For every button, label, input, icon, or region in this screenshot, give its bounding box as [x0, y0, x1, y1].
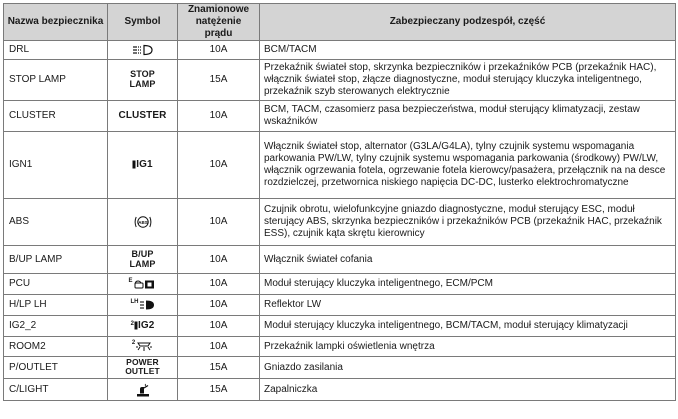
header-symbol: Symbol [108, 4, 178, 41]
fuse-name: H/LP LH [4, 295, 108, 316]
fuse-symbol [108, 132, 178, 199]
fuse-table-container [3, 3, 675, 401]
fuse-description: Czujnik obrotu, wielofunkcyjne gniazdo diagnostyczne, moduł sterujący ESC, moduł sterujący ABS, skrzynka bezpieczników i przekaźników PCB (przekaźnik HAC, przekaźnik ESS), czujnik kąta skrętu kierownicy [260, 199, 676, 246]
fuse-description: Włącznik świateł cofania [260, 246, 676, 274]
header-fuse-name: Nazwa bezpiecznika [4, 4, 108, 41]
fuse-description: BCM, TACM, czasomierz pasa bezpieczeństwa, moduł sterujący klimatyzacji, zestaw wskaźników [260, 101, 676, 132]
fuse-name: IG2_2 [4, 316, 108, 337]
fuse-symbol [108, 101, 178, 132]
fuse-description: Przekaźnik świateł stop, skrzynka bezpieczników i przekaźników PCB (przekaźnik HAC), włącznik świateł stop, złącze diagnostyczne, moduł sterujący kluczyka inteligentnego, przekaźnik szyb sterowanych elektrycznie [260, 60, 676, 101]
drl-icon [132, 44, 154, 56]
fuse-symbol [108, 337, 178, 357]
fuse-rating: 10A [178, 101, 260, 132]
symbol-superscript: E [128, 277, 133, 284]
header-rating: Znamionowe natężenie prądu [178, 4, 260, 41]
fuse-description: Włącznik świateł stop, alternator (G3LA/G4LA), tylny czujnik systemu wspomagania parkowania PW/LW, tylny czujnik systemu wspomagania parkowania (środkowy) PW/LW, włącznik ogrzewania fotela, ogrzewanie fotela kierowcy/pasażera, przełącznik na na desce rozdzielczej, przetwornica niskiego napięcia DC-DC, lusterko elektrochromatyczne [260, 132, 676, 199]
fuse-symbol [108, 379, 178, 401]
table-row [4, 316, 676, 337]
fuse-name: ABS [4, 199, 108, 246]
fuse-rating: 15A [178, 379, 260, 401]
fuse-name: C/LIGHT [4, 379, 108, 401]
fuse-name: IGN1 [4, 132, 108, 199]
abs-icon [132, 214, 154, 230]
fuse-rating: 10A [178, 295, 260, 316]
fuse-rating: 15A [178, 357, 260, 379]
pcu-icon [133, 278, 157, 290]
fuse-symbol [108, 357, 178, 379]
headlamp-icon [139, 299, 155, 311]
header-description: Zabezpieczany podzespół, część [260, 4, 676, 41]
cigar-lighter-icon [135, 383, 151, 397]
symbol-text: CLUSTER [118, 110, 167, 121]
fuse-rating: 10A [178, 274, 260, 295]
fuse-rating: 15A [178, 60, 260, 101]
symbol-text: B/UP LAMP [129, 248, 156, 269]
table-row [4, 274, 676, 295]
table-row [4, 41, 676, 60]
fuse-description: Reflektor LW [260, 295, 676, 316]
fuse-name: ROOM2 [4, 337, 108, 357]
table-row [4, 246, 676, 274]
fuse-description: BCM/TACM [260, 41, 676, 60]
symbol-text: STOP LAMP [129, 69, 156, 89]
fuse-name: B/UP LAMP [4, 246, 108, 274]
fuse-rating: 10A [178, 246, 260, 274]
fuse-rating: 10A [178, 41, 260, 60]
symbol-text: IG2 [138, 320, 155, 331]
room-lamp-icon [135, 340, 153, 352]
table-row [4, 379, 676, 401]
fuse-rating: 10A [178, 337, 260, 357]
table-row [4, 132, 676, 199]
table-row [4, 337, 676, 357]
fuse-name: P/OUTLET [4, 357, 108, 379]
symbol-superscript: 2 [131, 340, 136, 347]
symbol-text: POWER OUTLET [125, 356, 160, 376]
fuse-table [3, 3, 676, 401]
table-row [4, 199, 676, 246]
symbol-superscript: 2 [130, 320, 134, 327]
fuse-symbol [108, 60, 178, 101]
fuse-rating: 10A [178, 316, 260, 337]
fuse-name: PCU [4, 274, 108, 295]
fuse-description: Moduł sterujący kluczyka inteligentnego, ECM/PCM [260, 274, 676, 295]
table-row [4, 60, 676, 101]
fuse-rating: 10A [178, 199, 260, 246]
fuse-symbol [108, 199, 178, 246]
symbol-text: IG1 [136, 159, 153, 170]
fuse-name: DRL [4, 41, 108, 60]
fuse-description: Gniazdo zasilania [260, 357, 676, 379]
fuse-symbol [108, 41, 178, 60]
symbol-superscript: LH [130, 298, 139, 305]
fuse-description: Moduł sterujący kluczyka inteligentnego, BCM/TACM, moduł sterujący klimatyzacji [260, 316, 676, 337]
fuse-description: Zapalniczka [260, 379, 676, 401]
fuse-symbol [108, 246, 178, 274]
table-row [4, 101, 676, 132]
fuse-symbol [108, 316, 178, 337]
fuse-rating: 10A [178, 132, 260, 199]
abs-icon-text: ABS [137, 220, 148, 225]
fuse-symbol [108, 274, 178, 295]
fuse-description: Przekaźnik lampki oświetlenia wnętrza [260, 337, 676, 357]
fuse-symbol [108, 295, 178, 316]
table-header-row [4, 4, 676, 41]
fuse-name: CLUSTER [4, 101, 108, 132]
table-row [4, 357, 676, 379]
fuse-name: STOP LAMP [4, 60, 108, 101]
table-row [4, 295, 676, 316]
